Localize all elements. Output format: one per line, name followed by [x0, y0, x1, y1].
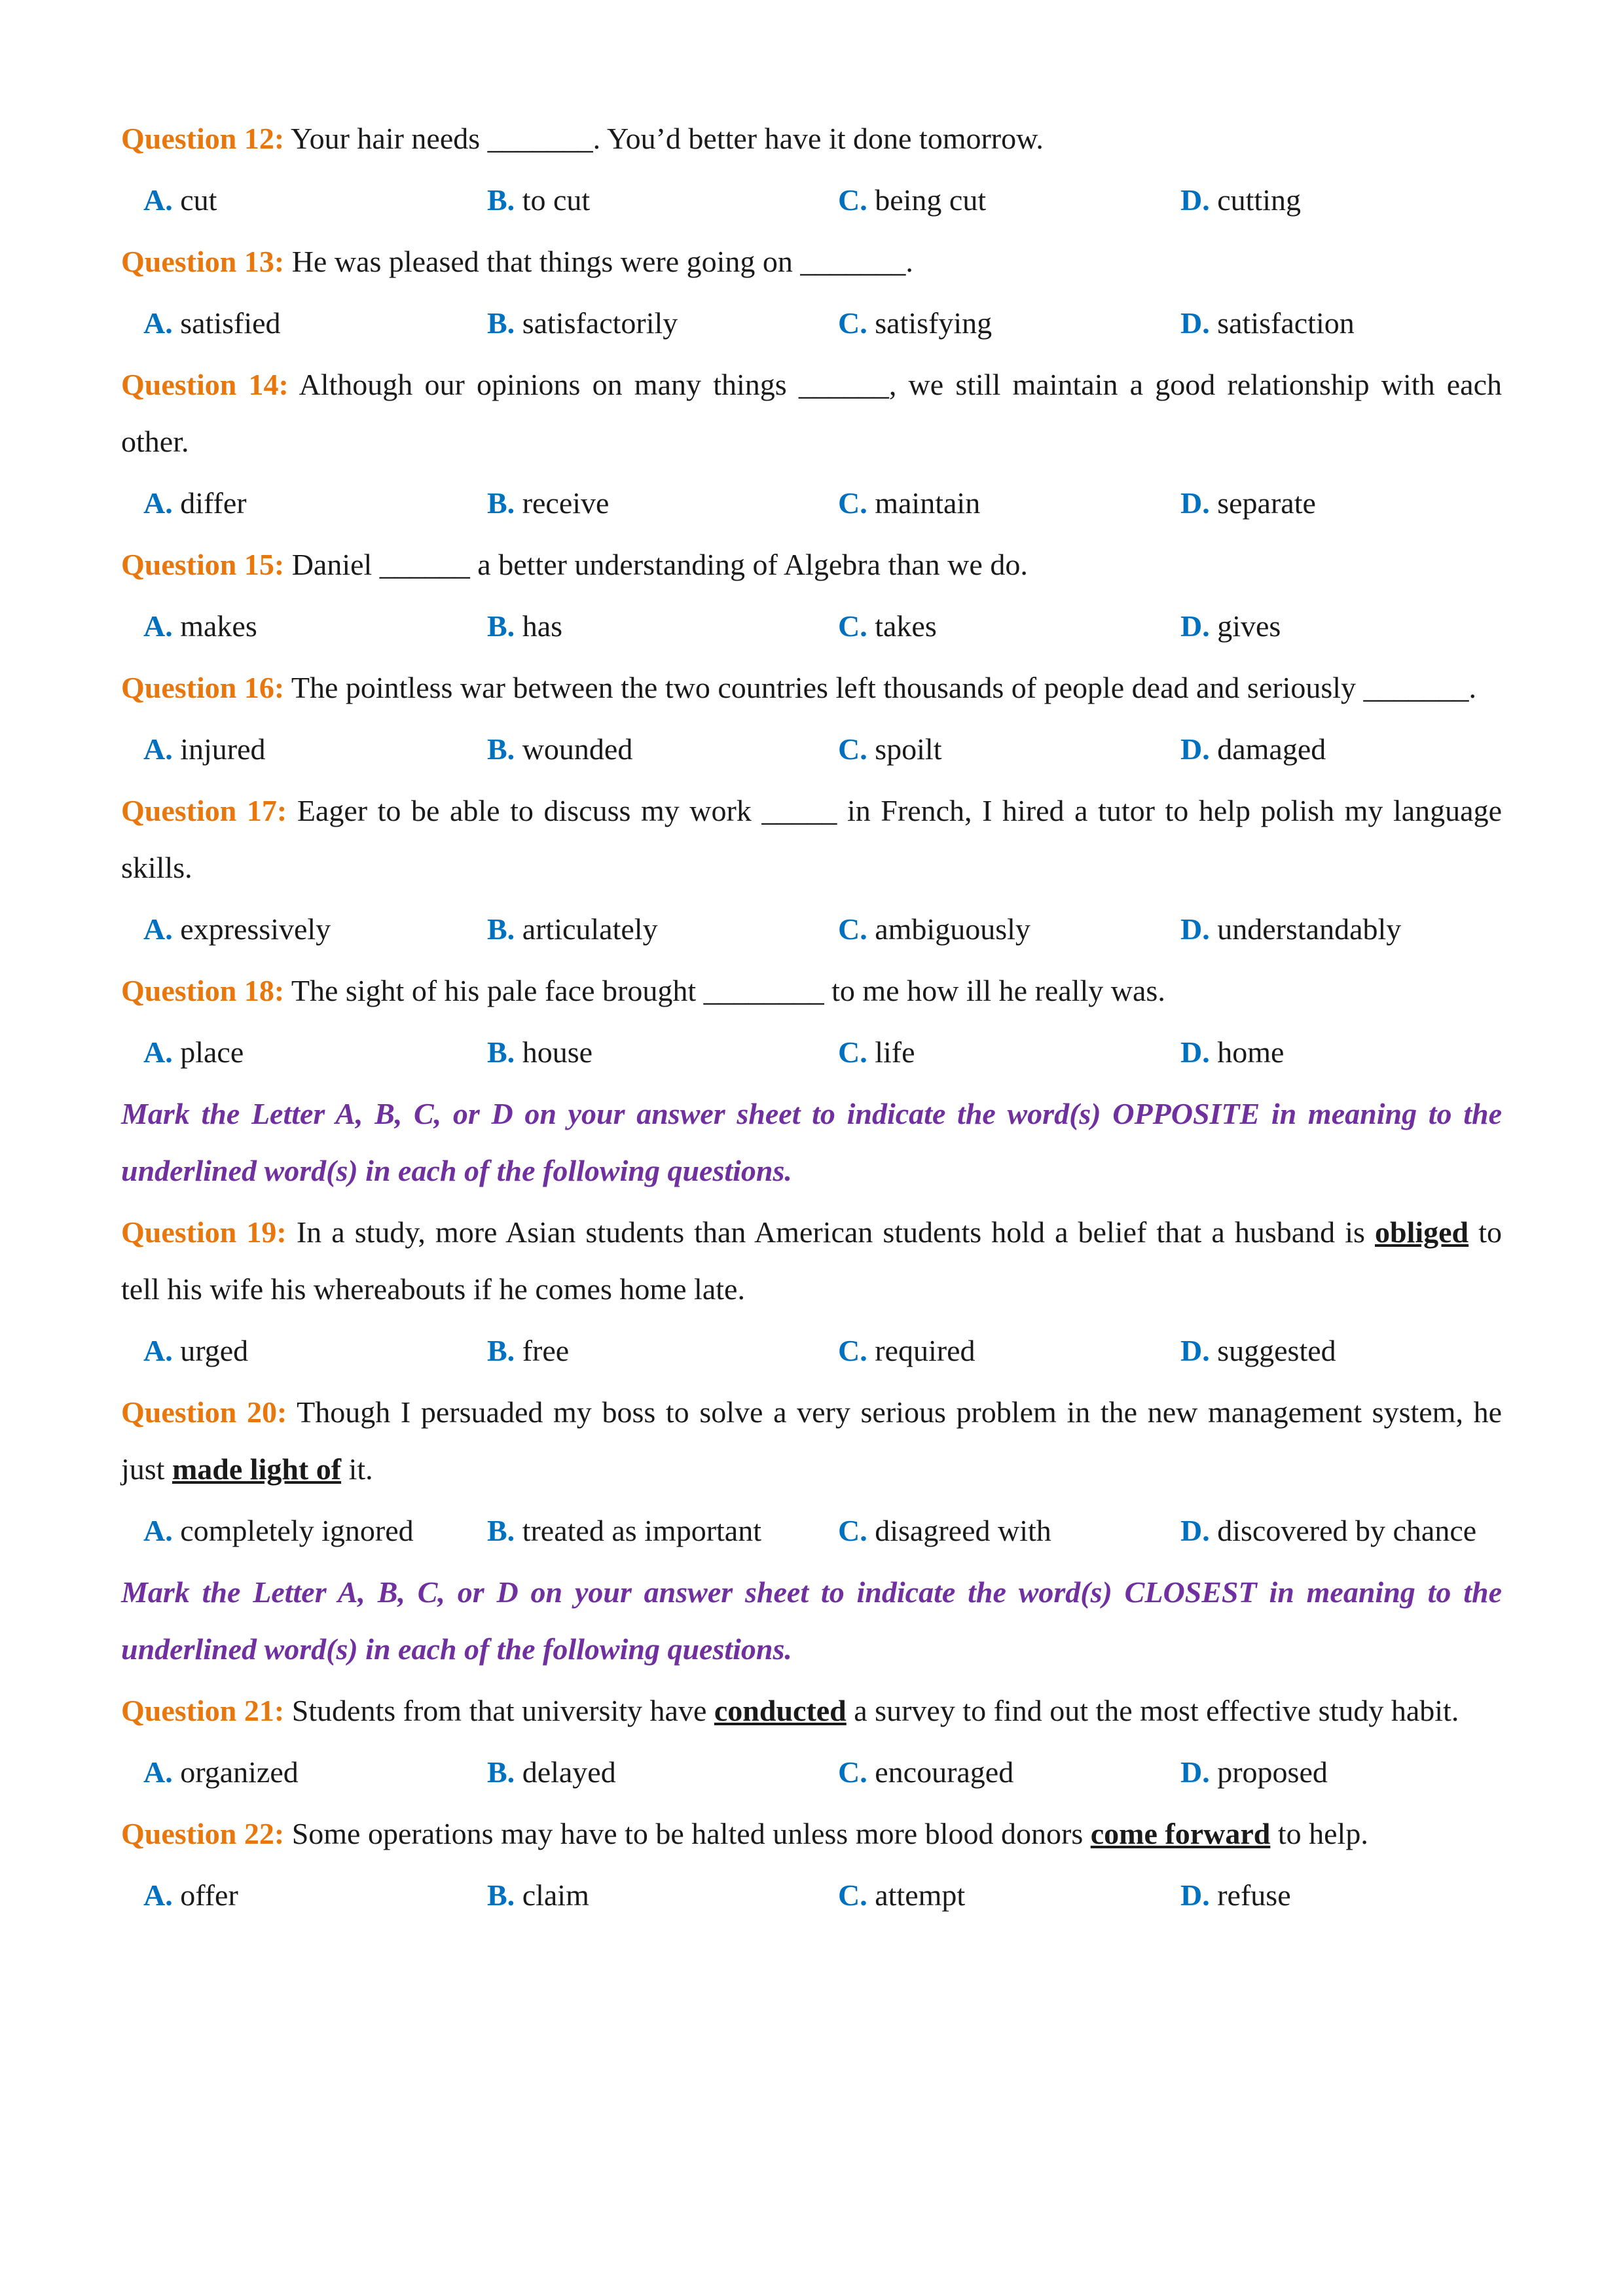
- option-text: delayed: [515, 1755, 616, 1789]
- option-letter: B.: [487, 609, 515, 643]
- option-c: [838, 1024, 1180, 1081]
- question-label: Question 22:: [121, 1817, 285, 1850]
- option-c: [838, 598, 1180, 655]
- option-letter: A.: [143, 1878, 173, 1912]
- option-letter: D.: [1180, 1878, 1210, 1912]
- option-a: [143, 721, 487, 778]
- underlined-term: conducted: [714, 1694, 847, 1727]
- question-paragraph: [121, 110, 1502, 167]
- options-row: [121, 171, 1502, 228]
- option-letter: A.: [143, 1334, 173, 1367]
- option-letter: C.: [838, 486, 867, 520]
- option-d: [1180, 171, 1502, 228]
- option-letter: D.: [1180, 183, 1210, 217]
- options-row: [121, 901, 1502, 958]
- option-letter: B.: [487, 1334, 515, 1367]
- option-d: [1180, 598, 1502, 655]
- options-row: [121, 598, 1502, 655]
- option-text: satisfactorily: [515, 306, 678, 340]
- option-letter: A.: [143, 609, 173, 643]
- option-a: [143, 1744, 487, 1801]
- question-text: Some operations may have to be halted unless more blood donors: [291, 1817, 1091, 1850]
- options-row: [121, 1322, 1502, 1379]
- option-letter: C.: [838, 1878, 867, 1912]
- question-text: Daniel ______ a better understanding of Algebra than we do.: [291, 548, 1028, 581]
- option-letter: A.: [143, 486, 173, 520]
- option-c: [838, 1867, 1180, 1924]
- option-text: understandably: [1209, 912, 1402, 946]
- option-letter: D.: [1180, 1755, 1210, 1789]
- option-text: wounded: [515, 732, 633, 766]
- question-paragraph: [121, 1384, 1502, 1498]
- option-letter: B.: [487, 1878, 515, 1912]
- option-text: differ: [172, 486, 247, 520]
- question-paragraph: [121, 536, 1502, 593]
- option-text: satisfying: [867, 306, 993, 340]
- options-row: [121, 721, 1502, 778]
- option-c: [838, 1322, 1180, 1379]
- underlined-term: made light of: [172, 1452, 342, 1486]
- question-text: to help.: [1270, 1817, 1368, 1850]
- option-text: articulately: [515, 912, 658, 946]
- option-a: [143, 598, 487, 655]
- option-b: [487, 901, 838, 958]
- question-text: it.: [341, 1452, 373, 1486]
- option-text: proposed: [1209, 1755, 1328, 1789]
- question-label: Question 14:: [121, 368, 289, 401]
- question-label: Question 19:: [121, 1215, 287, 1249]
- option-letter: A.: [143, 183, 173, 217]
- option-text: spoilt: [867, 732, 942, 766]
- question-text: Your hair needs _______. You’d better have it done tomorrow.: [290, 122, 1044, 155]
- option-b: [487, 598, 838, 655]
- option-letter: B.: [487, 1035, 515, 1069]
- option-text: has: [515, 609, 563, 643]
- option-letter: D.: [1180, 306, 1210, 340]
- option-text: completely ignored: [172, 1514, 414, 1547]
- option-text: to cut: [515, 183, 591, 217]
- option-a: [143, 475, 487, 531]
- question-label: Question 18:: [121, 974, 285, 1007]
- question-paragraph: [121, 782, 1502, 896]
- option-a: [143, 1024, 487, 1081]
- option-letter: A.: [143, 1514, 173, 1547]
- option-letter: B.: [487, 912, 515, 946]
- option-text: encouraged: [867, 1755, 1014, 1789]
- option-b: [487, 1024, 838, 1081]
- option-text: claim: [515, 1878, 589, 1912]
- option-text: organized: [172, 1755, 299, 1789]
- question-paragraph: [121, 1682, 1502, 1739]
- option-text: treated as important: [515, 1514, 761, 1547]
- question-text: The pointless war between the two countries left thousands of people dead and seriously _______.: [291, 671, 1477, 704]
- option-letter: B.: [487, 486, 515, 520]
- option-b: [487, 1322, 838, 1379]
- option-d: [1180, 1744, 1502, 1801]
- option-b: [487, 721, 838, 778]
- option-a: [143, 171, 487, 228]
- question-text: to tell his wife his whereabouts if he comes home late.: [121, 1215, 1503, 1306]
- option-c: [838, 171, 1180, 228]
- option-letter: B.: [487, 732, 515, 766]
- options-row: [121, 1867, 1502, 1924]
- option-text: life: [867, 1035, 915, 1069]
- question-label: Question 20:: [121, 1395, 287, 1429]
- option-letter: A.: [143, 1035, 173, 1069]
- option-text: being cut: [867, 183, 987, 217]
- option-a: [143, 1867, 487, 1924]
- option-text: house: [515, 1035, 593, 1069]
- question-label: Question 21:: [121, 1694, 285, 1727]
- question-paragraph: [121, 962, 1502, 1019]
- option-c: [838, 901, 1180, 958]
- option-letter: C.: [838, 1035, 867, 1069]
- option-text: required: [867, 1334, 976, 1367]
- option-b: [487, 1867, 838, 1924]
- option-c: [838, 721, 1180, 778]
- option-letter: D.: [1180, 486, 1210, 520]
- option-letter: C.: [838, 1514, 867, 1547]
- option-d: [1180, 901, 1502, 958]
- option-letter: D.: [1180, 732, 1210, 766]
- options-row: [121, 1502, 1502, 1559]
- question-label: Question 13:: [121, 245, 285, 278]
- option-text: place: [172, 1035, 244, 1069]
- question-paragraph: [121, 659, 1502, 716]
- option-c: [838, 1744, 1180, 1801]
- underlined-term: obliged: [1375, 1215, 1469, 1249]
- option-letter: D.: [1180, 1514, 1210, 1547]
- option-d: [1180, 721, 1502, 778]
- option-text: gives: [1209, 609, 1281, 643]
- option-b: [487, 171, 838, 228]
- option-d: [1180, 1024, 1502, 1081]
- option-letter: C.: [838, 609, 867, 643]
- option-d: [1180, 1867, 1502, 1924]
- option-letter: C.: [838, 1755, 867, 1789]
- question-text: Although our opinions on many things ______, we still maintain a good relationship with each other.: [121, 368, 1503, 458]
- option-letter: C.: [838, 912, 867, 946]
- option-text: disagreed with: [867, 1514, 1051, 1547]
- option-letter: B.: [487, 1755, 515, 1789]
- option-letter: C.: [838, 732, 867, 766]
- section-instruction: Mark the Letter A, B, C, or D on your answer sheet to indicate the word(s) CLOSEST in meaning to the underlined word(s) in each of the following questions.: [121, 1575, 1502, 1666]
- option-text: separate: [1209, 486, 1316, 520]
- option-letter: A.: [143, 912, 173, 946]
- option-text: takes: [867, 609, 937, 643]
- option-text: expressively: [172, 912, 331, 946]
- question-list: [121, 110, 1502, 1924]
- option-text: injured: [172, 732, 266, 766]
- question-text: In a study, more Asian students than American students hold a belief that a husband is: [296, 1215, 1375, 1249]
- question-paragraph: [121, 233, 1502, 290]
- question-label: Question 17:: [121, 794, 287, 827]
- option-letter: D.: [1180, 609, 1210, 643]
- option-text: damaged: [1209, 732, 1326, 766]
- option-letter: C.: [838, 1334, 867, 1367]
- section-instruction: Mark the Letter A, B, C, or D on your answer sheet to indicate the word(s) OPPOSITE in meaning to the underlined word(s) in each of the following questions.: [121, 1097, 1502, 1187]
- option-letter: B.: [487, 1514, 515, 1547]
- option-text: receive: [515, 486, 610, 520]
- option-letter: A.: [143, 306, 173, 340]
- option-text: cut: [172, 183, 217, 217]
- question-label: Question 12:: [121, 122, 285, 155]
- option-letter: D.: [1180, 1334, 1210, 1367]
- option-text: ambiguously: [867, 912, 1030, 946]
- option-letter: A.: [143, 1755, 173, 1789]
- option-c: [838, 475, 1180, 531]
- question-text: Eager to be able to discuss my work _____ in French, I hired a tutor to help polish my language skills.: [121, 794, 1503, 884]
- option-text: makes: [172, 609, 257, 643]
- option-letter: B.: [487, 306, 515, 340]
- option-letter: D.: [1180, 912, 1210, 946]
- option-c: [838, 1502, 1180, 1559]
- option-a: [143, 1502, 487, 1559]
- question-label: Question 16:: [121, 671, 285, 704]
- option-letter: B.: [487, 183, 515, 217]
- option-text: attempt: [867, 1878, 966, 1912]
- question-text: Students from that university have: [291, 1694, 714, 1727]
- option-text: free: [515, 1334, 570, 1367]
- option-text: urged: [172, 1334, 249, 1367]
- option-b: [487, 1502, 838, 1559]
- question-text: a survey to find out the most effective study habit.: [846, 1694, 1459, 1727]
- question-label: Question 15:: [121, 548, 285, 581]
- options-row: [121, 1744, 1502, 1801]
- option-text: offer: [172, 1878, 238, 1912]
- option-text: refuse: [1209, 1878, 1291, 1912]
- option-text: satisfaction: [1209, 306, 1355, 340]
- option-text: suggested: [1209, 1334, 1336, 1367]
- option-text: cutting: [1209, 183, 1301, 217]
- option-text: maintain: [867, 486, 981, 520]
- question-paragraph: [121, 1204, 1502, 1318]
- exam-page: [121, 110, 1502, 1924]
- options-row: [121, 295, 1502, 351]
- option-b: [487, 295, 838, 351]
- option-d: [1180, 475, 1502, 531]
- option-a: [143, 901, 487, 958]
- option-c: [838, 295, 1180, 351]
- option-d: [1180, 295, 1502, 351]
- option-text: discovered by chance: [1209, 1514, 1477, 1547]
- option-a: [143, 1322, 487, 1379]
- option-letter: D.: [1180, 1035, 1210, 1069]
- options-row: [121, 475, 1502, 531]
- option-text: satisfied: [172, 306, 281, 340]
- question-text: Though I persuaded my boss to solve a very serious problem in the new management system, he just: [121, 1395, 1503, 1486]
- option-d: [1180, 1322, 1502, 1379]
- option-b: [487, 1744, 838, 1801]
- underlined-term: come forward: [1090, 1817, 1271, 1850]
- option-b: [487, 475, 838, 531]
- option-text: home: [1209, 1035, 1285, 1069]
- question-text: The sight of his pale face brought ________ to me how ill he really was.: [291, 974, 1165, 1007]
- option-letter: A.: [143, 732, 173, 766]
- options-row: [121, 1024, 1502, 1081]
- question-paragraph: [121, 1805, 1502, 1862]
- option-letter: C.: [838, 306, 867, 340]
- option-a: [143, 295, 487, 351]
- option-letter: C.: [838, 183, 867, 217]
- question-paragraph: [121, 356, 1502, 470]
- option-d: [1180, 1502, 1502, 1559]
- question-text: He was pleased that things were going on _______.: [291, 245, 913, 278]
